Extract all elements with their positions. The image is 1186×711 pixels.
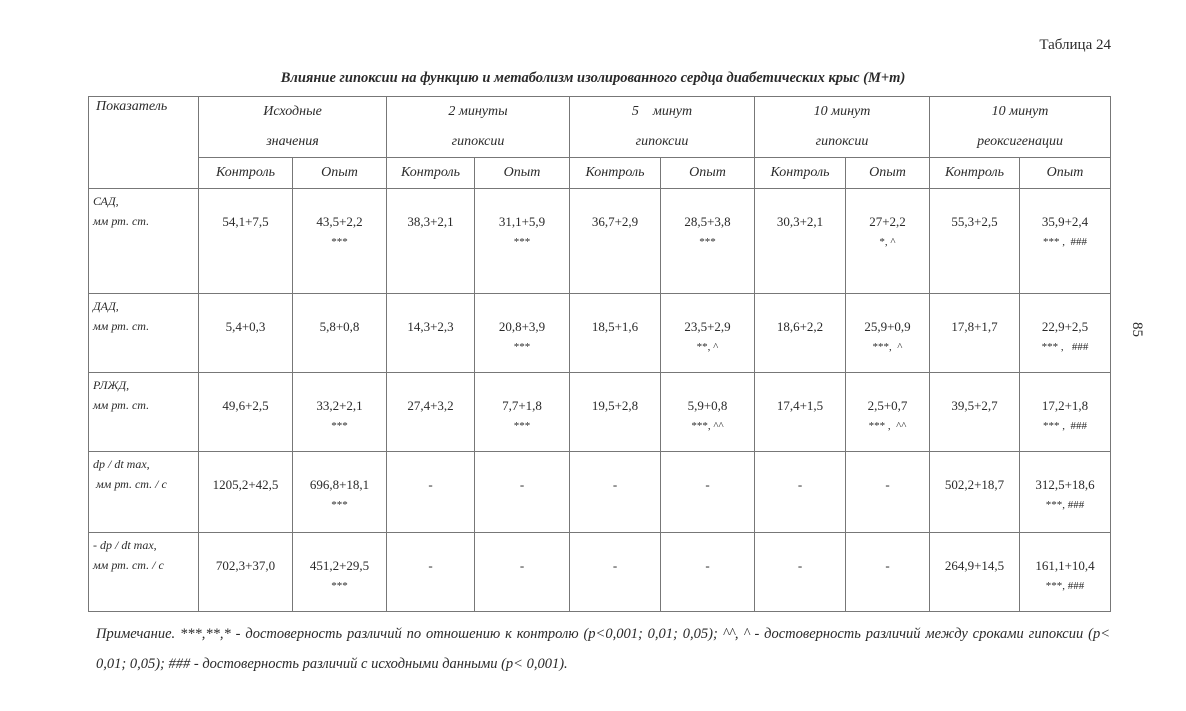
cell-value: 451,2+29,5 bbox=[309, 558, 370, 573]
significance-mark: *** , ### bbox=[1043, 420, 1088, 432]
value-cell bbox=[755, 373, 846, 452]
cell-value: 264,9+14,5 bbox=[944, 558, 1005, 573]
indicator-name: РЛЖД, bbox=[93, 378, 130, 392]
cell-value: - bbox=[519, 477, 525, 492]
subheader-experiment: Опыт bbox=[293, 158, 387, 189]
cell-value: - bbox=[885, 477, 890, 492]
table-body bbox=[89, 189, 1111, 612]
value-cell bbox=[475, 533, 570, 612]
group-header-line2: гипоксии bbox=[815, 134, 869, 149]
value-cell bbox=[199, 294, 293, 373]
table-row bbox=[89, 294, 1111, 373]
subheader-experiment: Опыт bbox=[475, 158, 570, 189]
value-cell bbox=[661, 452, 755, 533]
cell-value: 28,5+3,8 bbox=[684, 214, 731, 229]
indicator-unit: мм рт. ст. bbox=[93, 319, 150, 333]
value-cell bbox=[387, 294, 475, 373]
cell-value: 23,5+2,9 bbox=[684, 319, 731, 334]
cell-value: 43,5+2,2 bbox=[316, 214, 363, 229]
value-cell bbox=[930, 373, 1020, 452]
value-cell bbox=[755, 189, 846, 294]
significance-mark: *** bbox=[331, 499, 348, 511]
cell-value: 31,1+5,9 bbox=[498, 214, 546, 229]
value-cell bbox=[387, 189, 475, 294]
value-cell bbox=[293, 373, 387, 452]
value-cell bbox=[293, 452, 387, 533]
cell-value: 54,1+7,5 bbox=[222, 214, 269, 229]
cell-value: - bbox=[519, 558, 525, 573]
table-row bbox=[89, 533, 1111, 612]
significance-mark: *** bbox=[699, 236, 716, 248]
indicator-cell bbox=[89, 294, 199, 373]
value-cell bbox=[1020, 533, 1111, 612]
value-cell bbox=[1020, 452, 1111, 533]
cell-value: - bbox=[797, 558, 803, 573]
value-cell bbox=[755, 452, 846, 533]
significance-mark: *** bbox=[331, 420, 348, 432]
subheader-experiment: Опыт bbox=[1020, 158, 1111, 189]
page-number: 85 bbox=[1129, 322, 1145, 337]
significance-mark: ***, ### bbox=[1045, 499, 1085, 511]
indicator-cell bbox=[89, 452, 199, 533]
table-row bbox=[89, 452, 1111, 533]
cell-value: - bbox=[612, 558, 618, 573]
value-cell bbox=[661, 189, 755, 294]
significance-mark: *** bbox=[513, 341, 531, 353]
value-cell bbox=[570, 373, 661, 452]
significance-mark: *, ^ bbox=[879, 236, 896, 248]
table-row bbox=[89, 373, 1111, 452]
indicator-header: Показатель bbox=[89, 97, 199, 189]
value-cell bbox=[293, 294, 387, 373]
group-header-baseline bbox=[199, 97, 387, 158]
cell-value: - bbox=[885, 558, 890, 573]
value-cell bbox=[1020, 189, 1111, 294]
cell-value: 38,3+2,1 bbox=[407, 214, 454, 229]
significance-mark: **, ^ bbox=[696, 341, 719, 353]
group-header-line2: гипоксии bbox=[635, 134, 689, 149]
cell-value: 27+2,2 bbox=[869, 214, 906, 229]
cell-value: - bbox=[428, 558, 433, 573]
cell-value: 696,8+18,1 bbox=[309, 477, 370, 492]
cell-value: 312,5+18,6 bbox=[1035, 477, 1095, 492]
cell-value: - bbox=[428, 477, 433, 492]
value-cell bbox=[293, 189, 387, 294]
subheader-control: Контроль bbox=[199, 158, 293, 189]
value-cell bbox=[570, 452, 661, 533]
cell-value: 55,3+2,5 bbox=[951, 214, 998, 229]
value-cell bbox=[199, 533, 293, 612]
header-row-groups bbox=[89, 97, 1111, 158]
group-header-line2: реоксигенации bbox=[977, 134, 1063, 149]
significance-mark: ***, ### bbox=[1045, 580, 1085, 592]
subheader-control: Контроль bbox=[930, 158, 1020, 189]
header-row-subcolumns bbox=[89, 158, 1111, 189]
value-cell bbox=[846, 373, 930, 452]
cell-value: - bbox=[612, 477, 618, 492]
subheader-control: Контроль bbox=[570, 158, 661, 189]
indicator-name: dp / dt max, bbox=[93, 457, 150, 471]
cell-value: 5,4+0,3 bbox=[225, 319, 266, 334]
cell-value: 27,4+3,2 bbox=[407, 398, 454, 413]
value-cell bbox=[755, 294, 846, 373]
value-cell bbox=[661, 373, 755, 452]
value-cell bbox=[570, 189, 661, 294]
value-cell bbox=[475, 294, 570, 373]
significance-mark: *** bbox=[513, 236, 531, 248]
value-cell bbox=[475, 373, 570, 452]
value-cell bbox=[293, 533, 387, 612]
group-header-line1: 2 минуты bbox=[448, 104, 508, 119]
cell-value: 39,5+2,7 bbox=[951, 398, 998, 413]
value-cell bbox=[199, 189, 293, 294]
group-header-5min bbox=[570, 97, 755, 158]
cell-value: 702,3+37,0 bbox=[215, 558, 276, 573]
indicator-name: - dp / dt max, bbox=[93, 538, 157, 552]
data-table bbox=[88, 96, 1111, 612]
cell-value: 20,8+3,9 bbox=[498, 319, 546, 334]
value-cell bbox=[1020, 373, 1111, 452]
value-cell bbox=[570, 294, 661, 373]
value-cell bbox=[1020, 294, 1111, 373]
indicator-name: САД, bbox=[93, 194, 119, 208]
cell-value: 49,6+2,5 bbox=[222, 398, 269, 413]
value-cell bbox=[475, 189, 570, 294]
value-cell bbox=[661, 533, 755, 612]
indicator-unit: мм рт. ст. / с bbox=[93, 558, 164, 572]
value-cell bbox=[846, 533, 930, 612]
group-header-reoxygenation bbox=[930, 97, 1111, 158]
table-note: Примечание. ***,**,* - достоверность различий по отношению к контролю (р<0,001; 0,01; 0,05); ^^, ^ - достоверность различий между сроками гипоксии (р< 0,01; 0,05); ### - достоверность различий с исходными данными (р< 0,001). bbox=[96, 626, 1110, 672]
indicator-unit: мм рт. ст. / с bbox=[93, 477, 167, 491]
cell-value: 17,2+1,8 bbox=[1041, 398, 1089, 413]
value-cell bbox=[846, 189, 930, 294]
cell-value: 22,9+2,5 bbox=[1041, 319, 1089, 334]
value-cell bbox=[387, 533, 475, 612]
cell-value: 502,2+18,7 bbox=[944, 477, 1005, 492]
cell-value: 19,5+2,8 bbox=[591, 398, 639, 413]
group-header-line1: 10 минут bbox=[991, 104, 1049, 119]
indicator-unit: мм рт. ст. bbox=[93, 398, 150, 412]
cell-value: 161,1+10,4 bbox=[1035, 558, 1095, 573]
significance-mark: ***, ^ bbox=[872, 341, 903, 353]
cell-value: - bbox=[705, 477, 710, 492]
value-cell bbox=[846, 294, 930, 373]
value-cell bbox=[930, 189, 1020, 294]
group-header-line1: Исходные bbox=[263, 104, 322, 119]
group-header-10min bbox=[755, 97, 930, 158]
cell-value: 14,3+2,3 bbox=[407, 319, 454, 334]
table-caption: Влияние гипоксии на функцию и метаболизм изолированного сердца диабетических крыс (M+m) bbox=[280, 70, 906, 86]
group-header-line1: 5 минут bbox=[631, 104, 693, 119]
cell-value: 17,8+1,7 bbox=[951, 319, 998, 334]
cell-value: 18,6+2,2 bbox=[776, 319, 824, 334]
cell-value: 33,2+2,1 bbox=[316, 398, 363, 413]
value-cell bbox=[570, 533, 661, 612]
indicator-cell bbox=[89, 373, 199, 452]
value-cell bbox=[930, 533, 1020, 612]
cell-value: 1205,2+42,5 bbox=[212, 477, 279, 492]
table-row bbox=[89, 189, 1111, 294]
value-cell bbox=[199, 373, 293, 452]
value-cell bbox=[846, 452, 930, 533]
significance-mark: *** , ### bbox=[1043, 236, 1088, 248]
indicator-name: ДАД, bbox=[93, 299, 119, 313]
cell-value: 2,5+0,7 bbox=[867, 398, 908, 413]
cell-value: 5,9+0,8 bbox=[687, 398, 728, 413]
table-number: Таблица 24 bbox=[1039, 37, 1111, 53]
indicator-cell bbox=[89, 533, 199, 612]
value-cell bbox=[661, 294, 755, 373]
group-header-line2: значения bbox=[266, 134, 319, 149]
subheader-experiment: Опыт bbox=[846, 158, 930, 189]
indicator-unit: мм рт. ст. bbox=[93, 214, 150, 228]
value-cell bbox=[930, 452, 1020, 533]
value-cell bbox=[475, 452, 570, 533]
subheader-control: Контроль bbox=[387, 158, 475, 189]
significance-mark: ***, ^^ bbox=[691, 420, 724, 432]
cell-value: 30,3+2,1 bbox=[776, 214, 824, 229]
cell-value: - bbox=[797, 477, 803, 492]
value-cell bbox=[755, 533, 846, 612]
significance-mark: *** bbox=[513, 420, 531, 432]
cell-value: 36,7+2,9 bbox=[591, 214, 639, 229]
significance-mark: *** bbox=[331, 580, 348, 592]
cell-value: 5,8+0,8 bbox=[319, 319, 360, 334]
significance-mark: *** , ^^ bbox=[868, 420, 907, 432]
indicator-cell bbox=[89, 189, 199, 294]
cell-value: 25,9+0,9 bbox=[864, 319, 911, 334]
value-cell bbox=[387, 452, 475, 533]
cell-value: 35,9+2,4 bbox=[1041, 214, 1089, 229]
cell-value: 17,4+1,5 bbox=[776, 398, 824, 413]
subheader-control: Контроль bbox=[755, 158, 846, 189]
group-header-2min bbox=[387, 97, 570, 158]
value-cell bbox=[387, 373, 475, 452]
cell-value: 7,7+1,8 bbox=[502, 398, 542, 413]
cell-value: - bbox=[705, 558, 710, 573]
cell-value: 18,5+1,6 bbox=[591, 319, 639, 334]
group-header-line1: 10 минут bbox=[813, 104, 871, 119]
subheader-experiment: Опыт bbox=[661, 158, 755, 189]
value-cell bbox=[930, 294, 1020, 373]
significance-mark: *** bbox=[331, 236, 348, 248]
value-cell bbox=[199, 452, 293, 533]
significance-mark: *** , ### bbox=[1041, 341, 1089, 353]
group-header-line2: гипоксии bbox=[451, 134, 505, 149]
